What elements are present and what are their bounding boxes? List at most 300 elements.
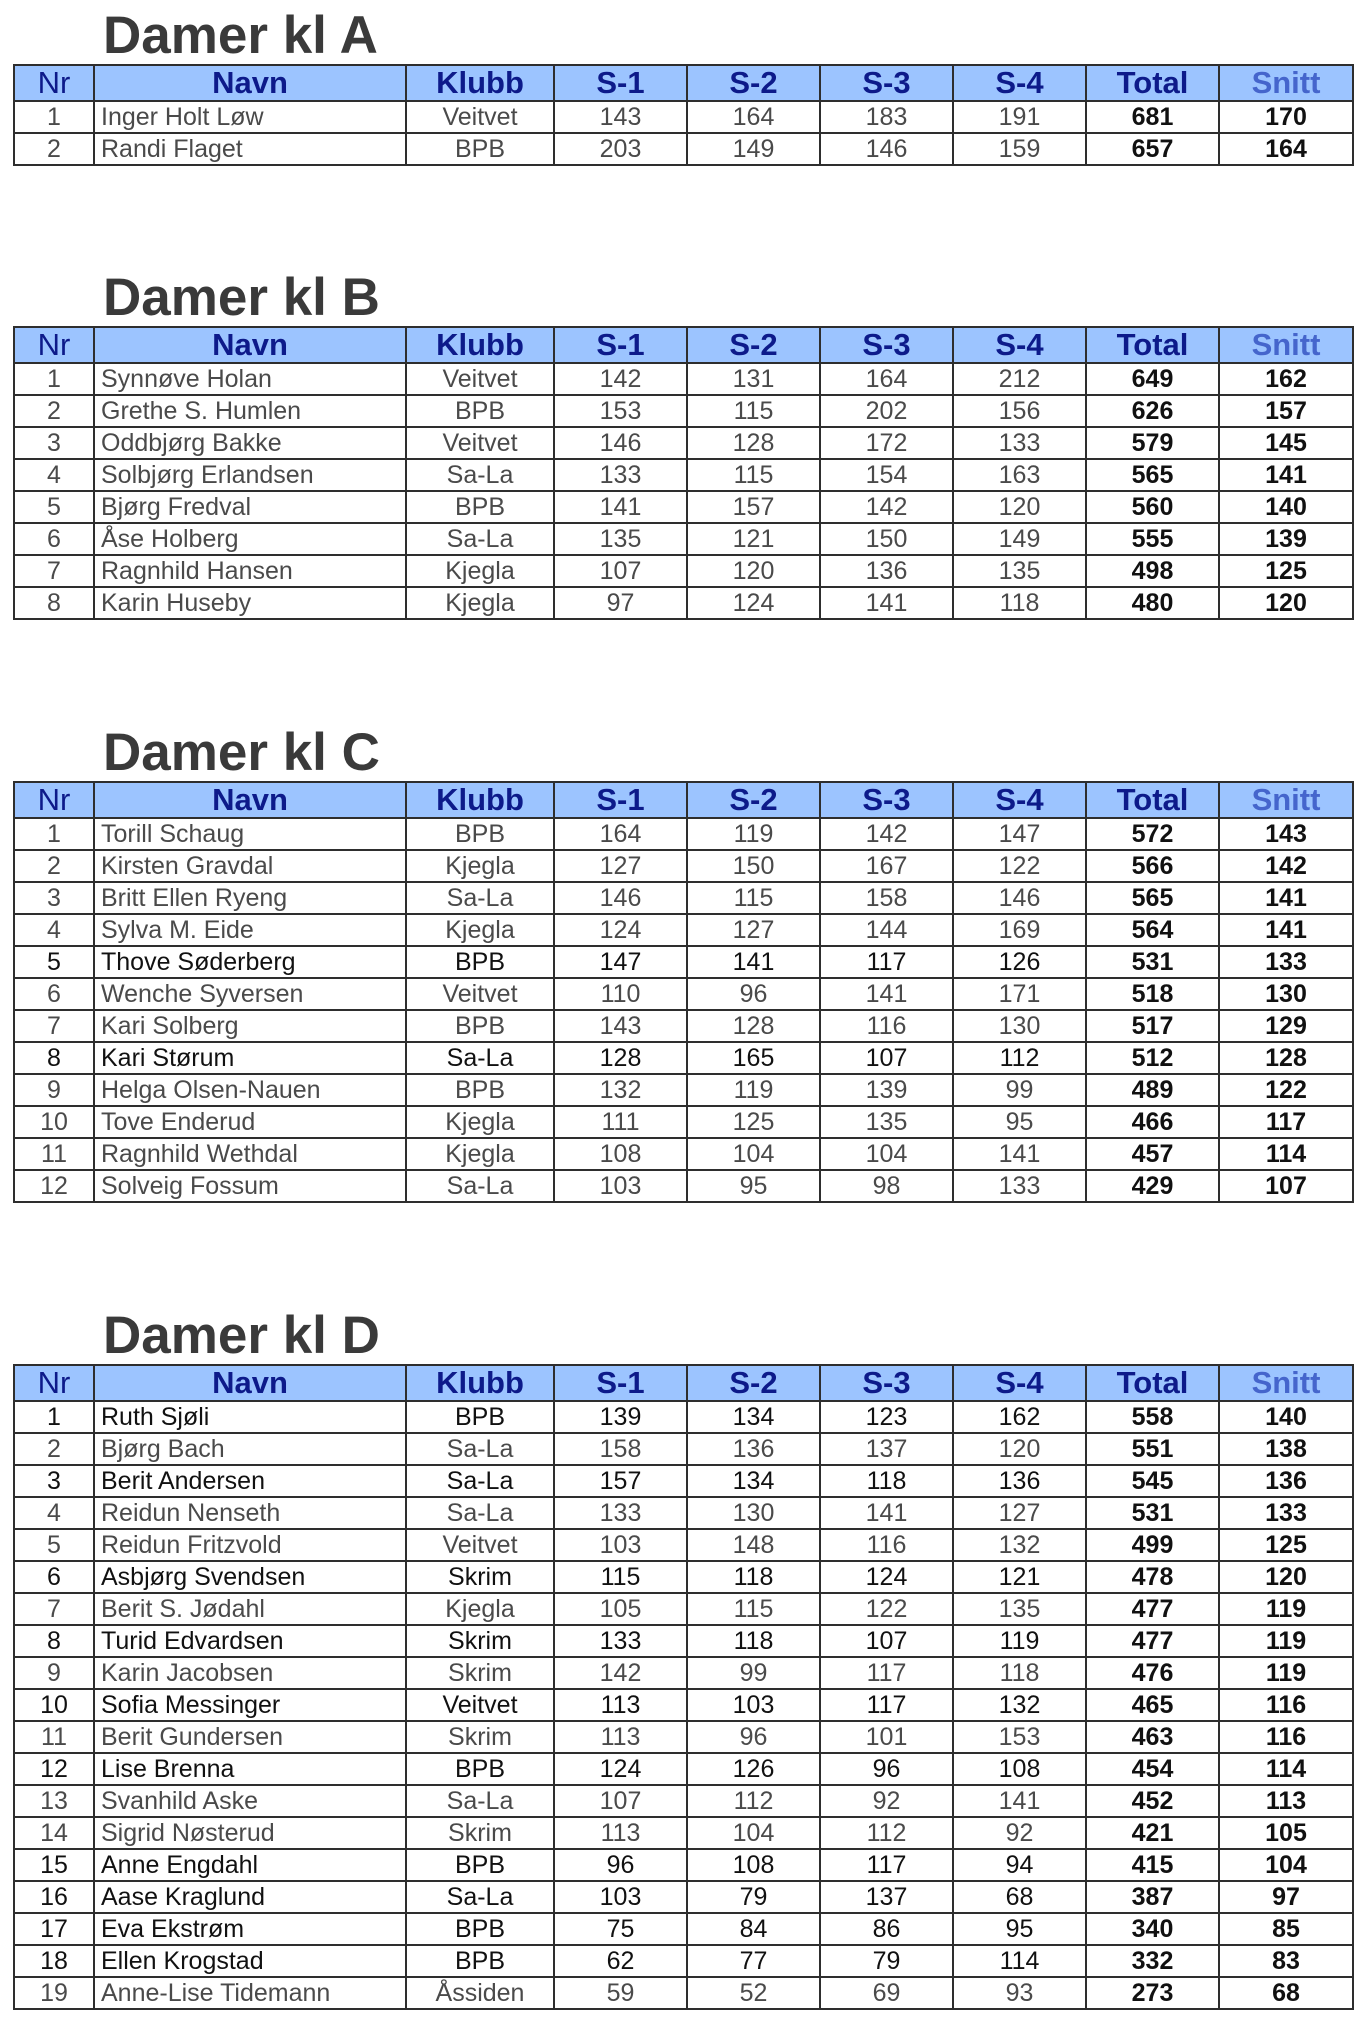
cell-nr: 9 bbox=[14, 1074, 94, 1106]
column-header-nr: Nr bbox=[14, 1365, 94, 1401]
cell-nr: 1 bbox=[14, 101, 94, 133]
table-row bbox=[14, 587, 1353, 619]
cell-s1: 115 bbox=[554, 1561, 687, 1593]
section-title: Damer kl A bbox=[103, 6, 378, 65]
cell-s2: 104 bbox=[687, 1817, 820, 1849]
cell-s3: 144 bbox=[820, 914, 953, 946]
cell-klubb: Sa-La bbox=[406, 1433, 554, 1465]
cell-navn: Ruth Sjøli bbox=[94, 1401, 406, 1433]
cell-total: 518 bbox=[1086, 978, 1219, 1010]
cell-nr: 10 bbox=[14, 1106, 94, 1138]
cell-s1: 132 bbox=[554, 1074, 687, 1106]
cell-s4: 147 bbox=[953, 818, 1086, 850]
cell-nr: 4 bbox=[14, 459, 94, 491]
cell-s1: 158 bbox=[554, 1433, 687, 1465]
cell-s4: 120 bbox=[953, 491, 1086, 523]
cell-klubb: BPB bbox=[406, 1753, 554, 1785]
cell-s2: 128 bbox=[687, 1010, 820, 1042]
cell-s3: 202 bbox=[820, 395, 953, 427]
cell-navn: Aase Kraglund bbox=[94, 1881, 406, 1913]
cell-s2: 95 bbox=[687, 1170, 820, 1202]
cell-total: 273 bbox=[1086, 1977, 1219, 2009]
cell-total: 465 bbox=[1086, 1689, 1219, 1721]
cell-s2: 134 bbox=[687, 1465, 820, 1497]
cell-navn: Ragnhild Hansen bbox=[94, 555, 406, 587]
cell-nr: 11 bbox=[14, 1138, 94, 1170]
cell-klubb: BPB bbox=[406, 395, 554, 427]
cell-s2: 134 bbox=[687, 1401, 820, 1433]
cell-total: 649 bbox=[1086, 363, 1219, 395]
cell-s3: 116 bbox=[820, 1010, 953, 1042]
cell-snitt: 143 bbox=[1219, 818, 1353, 850]
cell-snitt: 114 bbox=[1219, 1138, 1353, 1170]
column-header-s2: S-2 bbox=[687, 65, 820, 101]
cell-s4: 95 bbox=[953, 1106, 1086, 1138]
cell-snitt: 119 bbox=[1219, 1593, 1353, 1625]
cell-navn: Bjørg Fredval bbox=[94, 491, 406, 523]
cell-s3: 137 bbox=[820, 1881, 953, 1913]
cell-s1: 113 bbox=[554, 1817, 687, 1849]
cell-s3: 141 bbox=[820, 1497, 953, 1529]
cell-s4: 171 bbox=[953, 978, 1086, 1010]
cell-s3: 96 bbox=[820, 1753, 953, 1785]
cell-s1: 113 bbox=[554, 1721, 687, 1753]
cell-s2: 165 bbox=[687, 1042, 820, 1074]
cell-s2: 118 bbox=[687, 1561, 820, 1593]
cell-navn: Svanhild Aske bbox=[94, 1785, 406, 1817]
cell-nr: 2 bbox=[14, 395, 94, 427]
table-row bbox=[14, 882, 1353, 914]
cell-nr: 6 bbox=[14, 523, 94, 555]
cell-s2: 125 bbox=[687, 1106, 820, 1138]
cell-klubb: Kjegla bbox=[406, 914, 554, 946]
cell-navn: Berit Gundersen bbox=[94, 1721, 406, 1753]
cell-klubb: Kjegla bbox=[406, 1138, 554, 1170]
cell-s1: 105 bbox=[554, 1593, 687, 1625]
cell-s3: 154 bbox=[820, 459, 953, 491]
cell-snitt: 113 bbox=[1219, 1785, 1353, 1817]
cell-s2: 108 bbox=[687, 1849, 820, 1881]
cell-s2: 52 bbox=[687, 1977, 820, 2009]
cell-snitt: 120 bbox=[1219, 1561, 1353, 1593]
cell-total: 421 bbox=[1086, 1817, 1219, 1849]
cell-klubb: BPB bbox=[406, 1010, 554, 1042]
results-table bbox=[13, 1364, 1354, 2010]
cell-klubb: Sa-La bbox=[406, 1465, 554, 1497]
cell-snitt: 139 bbox=[1219, 523, 1353, 555]
cell-klubb: BPB bbox=[406, 133, 554, 165]
cell-s2: 119 bbox=[687, 818, 820, 850]
column-header-total: Total bbox=[1086, 782, 1219, 818]
cell-klubb: Skrim bbox=[406, 1625, 554, 1657]
column-header-klubb: Klubb bbox=[406, 782, 554, 818]
table-row bbox=[14, 1138, 1353, 1170]
cell-total: 531 bbox=[1086, 946, 1219, 978]
cell-s3: 116 bbox=[820, 1529, 953, 1561]
column-header-navn: Navn bbox=[94, 782, 406, 818]
cell-s2: 96 bbox=[687, 978, 820, 1010]
cell-s2: 164 bbox=[687, 101, 820, 133]
cell-navn: Åse Holberg bbox=[94, 523, 406, 555]
table-row bbox=[14, 1753, 1353, 1785]
cell-s1: 103 bbox=[554, 1170, 687, 1202]
column-header-navn: Navn bbox=[94, 327, 406, 363]
table-row bbox=[14, 427, 1353, 459]
section-title: Damer kl C bbox=[103, 723, 380, 782]
cell-s2: 112 bbox=[687, 1785, 820, 1817]
cell-klubb: Åssiden bbox=[406, 1977, 554, 2009]
cell-s2: 99 bbox=[687, 1657, 820, 1689]
column-header-snitt: Snitt bbox=[1219, 1365, 1353, 1401]
cell-s4: 141 bbox=[953, 1785, 1086, 1817]
cell-snitt: 125 bbox=[1219, 1529, 1353, 1561]
cell-s4: 133 bbox=[953, 427, 1086, 459]
cell-s3: 142 bbox=[820, 491, 953, 523]
cell-snitt: 130 bbox=[1219, 978, 1353, 1010]
cell-s4: 135 bbox=[953, 555, 1086, 587]
cell-s4: 126 bbox=[953, 946, 1086, 978]
cell-klubb: Sa-La bbox=[406, 1042, 554, 1074]
cell-snitt: 141 bbox=[1219, 459, 1353, 491]
table-row bbox=[14, 1561, 1353, 1593]
cell-s2: 127 bbox=[687, 914, 820, 946]
cell-s4: 118 bbox=[953, 587, 1086, 619]
cell-snitt: 136 bbox=[1219, 1465, 1353, 1497]
cell-navn: Berit Andersen bbox=[94, 1465, 406, 1497]
table-row bbox=[14, 101, 1353, 133]
cell-nr: 1 bbox=[14, 818, 94, 850]
cell-nr: 19 bbox=[14, 1977, 94, 2009]
cell-total: 517 bbox=[1086, 1010, 1219, 1042]
cell-s1: 133 bbox=[554, 1625, 687, 1657]
cell-s3: 136 bbox=[820, 555, 953, 587]
cell-snitt: 117 bbox=[1219, 1106, 1353, 1138]
cell-nr: 4 bbox=[14, 1497, 94, 1529]
cell-s1: 108 bbox=[554, 1138, 687, 1170]
cell-klubb: Veitvet bbox=[406, 978, 554, 1010]
cell-s4: 141 bbox=[953, 1138, 1086, 1170]
cell-total: 531 bbox=[1086, 1497, 1219, 1529]
cell-navn: Britt Ellen Ryeng bbox=[94, 882, 406, 914]
column-header-s4: S-4 bbox=[953, 65, 1086, 101]
table-row bbox=[14, 1010, 1353, 1042]
cell-s4: 95 bbox=[953, 1913, 1086, 1945]
column-header-snitt: Snitt bbox=[1219, 782, 1353, 818]
cell-total: 626 bbox=[1086, 395, 1219, 427]
cell-navn: Ellen Krogstad bbox=[94, 1945, 406, 1977]
cell-s4: 146 bbox=[953, 882, 1086, 914]
cell-s1: 62 bbox=[554, 1945, 687, 1977]
cell-nr: 2 bbox=[14, 133, 94, 165]
column-header-total: Total bbox=[1086, 65, 1219, 101]
section-title: Damer kl D bbox=[103, 1306, 380, 1365]
cell-nr: 16 bbox=[14, 1881, 94, 1913]
cell-s2: 118 bbox=[687, 1625, 820, 1657]
cell-s4: 122 bbox=[953, 850, 1086, 882]
cell-s3: 141 bbox=[820, 978, 953, 1010]
cell-s2: 141 bbox=[687, 946, 820, 978]
cell-snitt: 142 bbox=[1219, 850, 1353, 882]
column-header-s4: S-4 bbox=[953, 782, 1086, 818]
cell-s1: 139 bbox=[554, 1401, 687, 1433]
cell-nr: 5 bbox=[14, 946, 94, 978]
cell-s2: 115 bbox=[687, 395, 820, 427]
cell-snitt: 157 bbox=[1219, 395, 1353, 427]
table-row bbox=[14, 1977, 1353, 2009]
cell-s4: 149 bbox=[953, 523, 1086, 555]
cell-s3: 69 bbox=[820, 1977, 953, 2009]
cell-total: 454 bbox=[1086, 1753, 1219, 1785]
table-row bbox=[14, 1785, 1353, 1817]
cell-s1: 141 bbox=[554, 491, 687, 523]
cell-klubb: BPB bbox=[406, 1401, 554, 1433]
cell-snitt: 164 bbox=[1219, 133, 1353, 165]
cell-s4: 132 bbox=[953, 1529, 1086, 1561]
cell-s1: 127 bbox=[554, 850, 687, 882]
column-header-s4: S-4 bbox=[953, 327, 1086, 363]
cell-s3: 167 bbox=[820, 850, 953, 882]
cell-snitt: 133 bbox=[1219, 946, 1353, 978]
cell-klubb: Sa-La bbox=[406, 1785, 554, 1817]
cell-s4: 132 bbox=[953, 1689, 1086, 1721]
cell-s4: 99 bbox=[953, 1074, 1086, 1106]
cell-s4: 135 bbox=[953, 1593, 1086, 1625]
table-row bbox=[14, 1721, 1353, 1753]
cell-total: 332 bbox=[1086, 1945, 1219, 1977]
table-row bbox=[14, 1817, 1353, 1849]
cell-nr: 8 bbox=[14, 1625, 94, 1657]
cell-s3: 142 bbox=[820, 818, 953, 850]
cell-snitt: 170 bbox=[1219, 101, 1353, 133]
cell-s2: 128 bbox=[687, 427, 820, 459]
cell-total: 480 bbox=[1086, 587, 1219, 619]
cell-s1: 133 bbox=[554, 1497, 687, 1529]
results-table bbox=[13, 781, 1354, 1203]
table-row bbox=[14, 1465, 1353, 1497]
table-row bbox=[14, 1913, 1353, 1945]
cell-s4: 94 bbox=[953, 1849, 1086, 1881]
cell-klubb: Veitvet bbox=[406, 427, 554, 459]
cell-navn: Kirsten Gravdal bbox=[94, 850, 406, 882]
cell-snitt: 119 bbox=[1219, 1657, 1353, 1689]
cell-s3: 101 bbox=[820, 1721, 953, 1753]
cell-s3: 122 bbox=[820, 1593, 953, 1625]
cell-total: 560 bbox=[1086, 491, 1219, 523]
cell-nr: 5 bbox=[14, 491, 94, 523]
cell-nr: 13 bbox=[14, 1785, 94, 1817]
cell-klubb: Sa-La bbox=[406, 459, 554, 491]
cell-nr: 3 bbox=[14, 882, 94, 914]
cell-s3: 107 bbox=[820, 1625, 953, 1657]
cell-total: 512 bbox=[1086, 1042, 1219, 1074]
cell-snitt: 125 bbox=[1219, 555, 1353, 587]
cell-s1: 203 bbox=[554, 133, 687, 165]
column-header-s4: S-4 bbox=[953, 1365, 1086, 1401]
cell-s1: 124 bbox=[554, 1753, 687, 1785]
cell-total: 564 bbox=[1086, 914, 1219, 946]
cell-s4: 93 bbox=[953, 1977, 1086, 2009]
cell-snitt: 116 bbox=[1219, 1689, 1353, 1721]
column-header-klubb: Klubb bbox=[406, 327, 554, 363]
cell-snitt: 129 bbox=[1219, 1010, 1353, 1042]
table-row bbox=[14, 395, 1353, 427]
table-row bbox=[14, 914, 1353, 946]
cell-total: 657 bbox=[1086, 133, 1219, 165]
cell-s2: 149 bbox=[687, 133, 820, 165]
column-header-nr: Nr bbox=[14, 782, 94, 818]
cell-s1: 103 bbox=[554, 1529, 687, 1561]
cell-navn: Sigrid Nøsterud bbox=[94, 1817, 406, 1849]
cell-navn: Asbjørg Svendsen bbox=[94, 1561, 406, 1593]
cell-navn: Kari Solberg bbox=[94, 1010, 406, 1042]
cell-s3: 117 bbox=[820, 1689, 953, 1721]
cell-snitt: 162 bbox=[1219, 363, 1353, 395]
table-row bbox=[14, 1849, 1353, 1881]
cell-s1: 143 bbox=[554, 1010, 687, 1042]
cell-total: 572 bbox=[1086, 818, 1219, 850]
cell-s1: 157 bbox=[554, 1465, 687, 1497]
cell-navn: Torill Schaug bbox=[94, 818, 406, 850]
column-header-s3: S-3 bbox=[820, 1365, 953, 1401]
header-row bbox=[14, 1365, 1353, 1401]
cell-klubb: Skrim bbox=[406, 1721, 554, 1753]
cell-s2: 120 bbox=[687, 555, 820, 587]
cell-s1: 128 bbox=[554, 1042, 687, 1074]
cell-s2: 79 bbox=[687, 1881, 820, 1913]
cell-s3: 86 bbox=[820, 1913, 953, 1945]
cell-s1: 96 bbox=[554, 1849, 687, 1881]
cell-s1: 133 bbox=[554, 459, 687, 491]
cell-snitt: 119 bbox=[1219, 1625, 1353, 1657]
cell-total: 477 bbox=[1086, 1625, 1219, 1657]
cell-klubb: Sa-La bbox=[406, 882, 554, 914]
cell-nr: 6 bbox=[14, 978, 94, 1010]
column-header-s2: S-2 bbox=[687, 1365, 820, 1401]
cell-navn: Oddbjørg Bakke bbox=[94, 427, 406, 459]
cell-total: 565 bbox=[1086, 459, 1219, 491]
cell-s2: 136 bbox=[687, 1433, 820, 1465]
table-row bbox=[14, 1657, 1353, 1689]
cell-navn: Sylva M. Eide bbox=[94, 914, 406, 946]
column-header-nr: Nr bbox=[14, 65, 94, 101]
cell-snitt: 141 bbox=[1219, 882, 1353, 914]
cell-navn: Lise Brenna bbox=[94, 1753, 406, 1785]
header-row bbox=[14, 782, 1353, 818]
table-row bbox=[14, 1401, 1353, 1433]
cell-s4: 162 bbox=[953, 1401, 1086, 1433]
table-row bbox=[14, 1529, 1353, 1561]
cell-s3: 141 bbox=[820, 587, 953, 619]
cell-nr: 7 bbox=[14, 1010, 94, 1042]
column-header-navn: Navn bbox=[94, 65, 406, 101]
cell-s3: 123 bbox=[820, 1401, 953, 1433]
cell-total: 681 bbox=[1086, 101, 1219, 133]
cell-total: 499 bbox=[1086, 1529, 1219, 1561]
cell-navn: Synnøve Holan bbox=[94, 363, 406, 395]
cell-klubb: Skrim bbox=[406, 1561, 554, 1593]
cell-snitt: 138 bbox=[1219, 1433, 1353, 1465]
cell-s3: 118 bbox=[820, 1465, 953, 1497]
cell-s3: 92 bbox=[820, 1785, 953, 1817]
cell-snitt: 116 bbox=[1219, 1721, 1353, 1753]
cell-s4: 191 bbox=[953, 101, 1086, 133]
cell-total: 452 bbox=[1086, 1785, 1219, 1817]
cell-klubb: Veitvet bbox=[406, 101, 554, 133]
table-row bbox=[14, 555, 1353, 587]
cell-s2: 124 bbox=[687, 587, 820, 619]
cell-navn: Wenche Syversen bbox=[94, 978, 406, 1010]
cell-s3: 158 bbox=[820, 882, 953, 914]
cell-s2: 121 bbox=[687, 523, 820, 555]
cell-klubb: Kjegla bbox=[406, 1106, 554, 1138]
cell-snitt: 141 bbox=[1219, 914, 1353, 946]
cell-nr: 4 bbox=[14, 914, 94, 946]
cell-klubb: BPB bbox=[406, 1945, 554, 1977]
cell-klubb: BPB bbox=[406, 1849, 554, 1881]
cell-s1: 147 bbox=[554, 946, 687, 978]
cell-s4: 212 bbox=[953, 363, 1086, 395]
cell-klubb: Veitvet bbox=[406, 1689, 554, 1721]
cell-navn: Sofia Messinger bbox=[94, 1689, 406, 1721]
table-row bbox=[14, 1170, 1353, 1202]
cell-nr: 1 bbox=[14, 363, 94, 395]
cell-total: 545 bbox=[1086, 1465, 1219, 1497]
table-row bbox=[14, 491, 1353, 523]
cell-nr: 9 bbox=[14, 1657, 94, 1689]
cell-s3: 137 bbox=[820, 1433, 953, 1465]
cell-klubb: Kjegla bbox=[406, 555, 554, 587]
cell-nr: 3 bbox=[14, 1465, 94, 1497]
cell-s1: 142 bbox=[554, 1657, 687, 1689]
cell-snitt: 145 bbox=[1219, 427, 1353, 459]
cell-s2: 115 bbox=[687, 882, 820, 914]
cell-navn: Helga Olsen-Nauen bbox=[94, 1074, 406, 1106]
cell-s4: 118 bbox=[953, 1657, 1086, 1689]
column-header-s3: S-3 bbox=[820, 65, 953, 101]
cell-total: 477 bbox=[1086, 1593, 1219, 1625]
cell-klubb: BPB bbox=[406, 1913, 554, 1945]
cell-s1: 143 bbox=[554, 101, 687, 133]
cell-s2: 115 bbox=[687, 1593, 820, 1625]
cell-s2: 103 bbox=[687, 1689, 820, 1721]
cell-s4: 112 bbox=[953, 1042, 1086, 1074]
cell-navn: Randi Flaget bbox=[94, 133, 406, 165]
cell-navn: Kari Størum bbox=[94, 1042, 406, 1074]
cell-s4: 92 bbox=[953, 1817, 1086, 1849]
cell-navn: Eva Ekstrøm bbox=[94, 1913, 406, 1945]
section-title: Damer kl B bbox=[103, 268, 380, 327]
cell-s2: 126 bbox=[687, 1753, 820, 1785]
cell-nr: 1 bbox=[14, 1401, 94, 1433]
cell-nr: 5 bbox=[14, 1529, 94, 1561]
cell-s4: 153 bbox=[953, 1721, 1086, 1753]
cell-total: 558 bbox=[1086, 1401, 1219, 1433]
cell-s4: 133 bbox=[953, 1170, 1086, 1202]
cell-s3: 117 bbox=[820, 1849, 953, 1881]
column-header-total: Total bbox=[1086, 327, 1219, 363]
cell-nr: 6 bbox=[14, 1561, 94, 1593]
column-header-s3: S-3 bbox=[820, 782, 953, 818]
cell-s3: 146 bbox=[820, 133, 953, 165]
cell-navn: Turid Edvardsen bbox=[94, 1625, 406, 1657]
cell-total: 489 bbox=[1086, 1074, 1219, 1106]
cell-nr: 3 bbox=[14, 427, 94, 459]
cell-s3: 79 bbox=[820, 1945, 953, 1977]
cell-s4: 163 bbox=[953, 459, 1086, 491]
cell-s1: 107 bbox=[554, 1785, 687, 1817]
results-table bbox=[13, 326, 1354, 620]
cell-s3: 124 bbox=[820, 1561, 953, 1593]
